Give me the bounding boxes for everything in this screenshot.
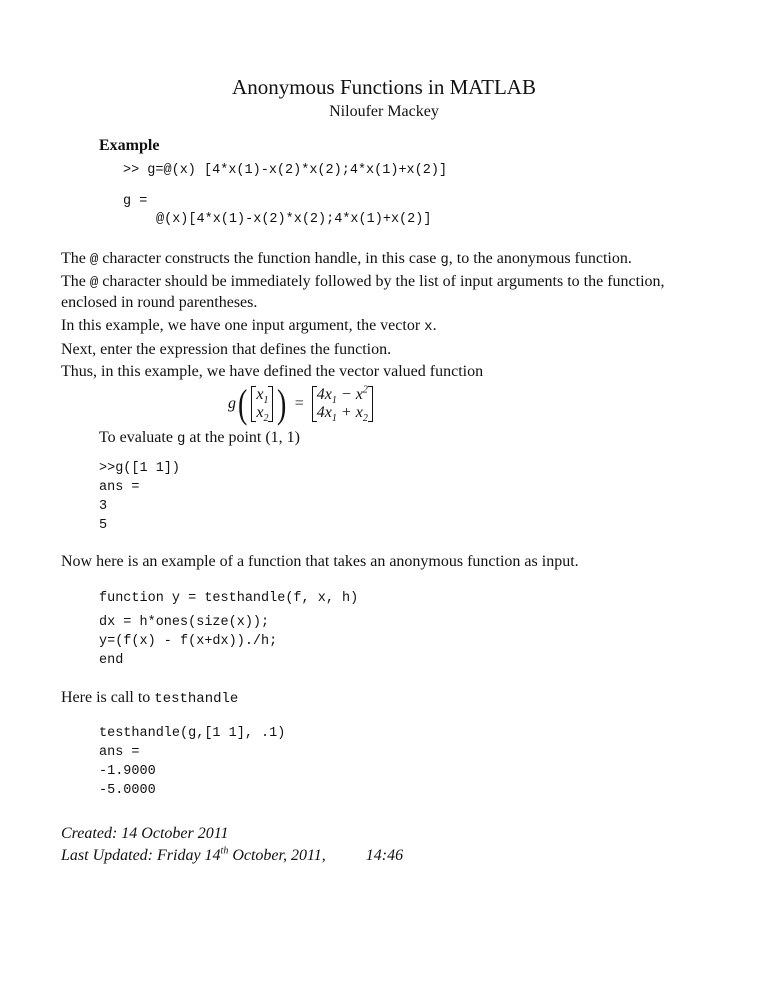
paragraph-4: Next, enter the expression that defines the function.: [61, 341, 392, 358]
code-line: testhandle(g,[1 1], .1): [99, 726, 286, 741]
paragraph-1: The @ character constructs the function handle, in this case g, to the anonymous function.: [61, 250, 632, 268]
section-heading: Example: [99, 137, 160, 154]
paragraph-2: The @ character should be immediately followed by the list of input arguments to the function,: [61, 273, 665, 291]
code-output-label: g =: [123, 194, 148, 209]
updated-row: [61, 846, 403, 865]
code-line: ans =: [99, 480, 140, 495]
page-title: Anonymous Functions in MATLAB: [232, 75, 536, 99]
code-line: 5: [99, 518, 108, 533]
updated-date: Last Updated: Friday 14th October, 2011,: [61, 845, 326, 864]
author: Niloufer Mackey: [329, 103, 439, 120]
code-line: function y = testhandle(f, x, h): [99, 591, 359, 606]
code-line: >>g([1 1]): [99, 461, 181, 476]
code-line: end: [99, 653, 124, 668]
paragraph-7: Now here is an example of a function that takes an anonymous function as input.: [61, 553, 579, 570]
code-line: -5.0000: [99, 783, 156, 798]
paragraph-3: In this example, we have one input argument, the vector x.: [61, 317, 437, 335]
paragraph-8: Here is call to testhandle: [61, 689, 239, 707]
code-line: -1.9000: [99, 764, 156, 779]
code-line: ans =: [99, 745, 140, 760]
paragraph-2-line2: enclosed in round parentheses.: [61, 294, 258, 311]
created-date: Created: 14 October 2011: [61, 825, 229, 842]
code-line: dx = h*ones(size(x));: [99, 615, 270, 630]
updated-time: 14:46: [365, 847, 404, 864]
paragraph-5: Thus, in this example, we have defined the vector valued function: [61, 363, 484, 380]
code-line: 3: [99, 499, 108, 514]
paragraph-6: To evaluate g at the point (1, 1): [99, 429, 300, 447]
code-input: >> g=@(x) [4*x(1)-x(2)*x(2);4*x(1)+x(2)]: [123, 163, 448, 178]
code-line: y=(f(x) - f(x+dx))./h;: [99, 634, 278, 649]
code-output-value: @(x)[4*x(1)-x(2)*x(2);4*x(1)+x(2)]: [156, 212, 432, 227]
equation: g ( $x_1$ $x_2$ ) = $4x_1 - x^2$ $4x_1 + x_2$: [228, 384, 375, 424]
